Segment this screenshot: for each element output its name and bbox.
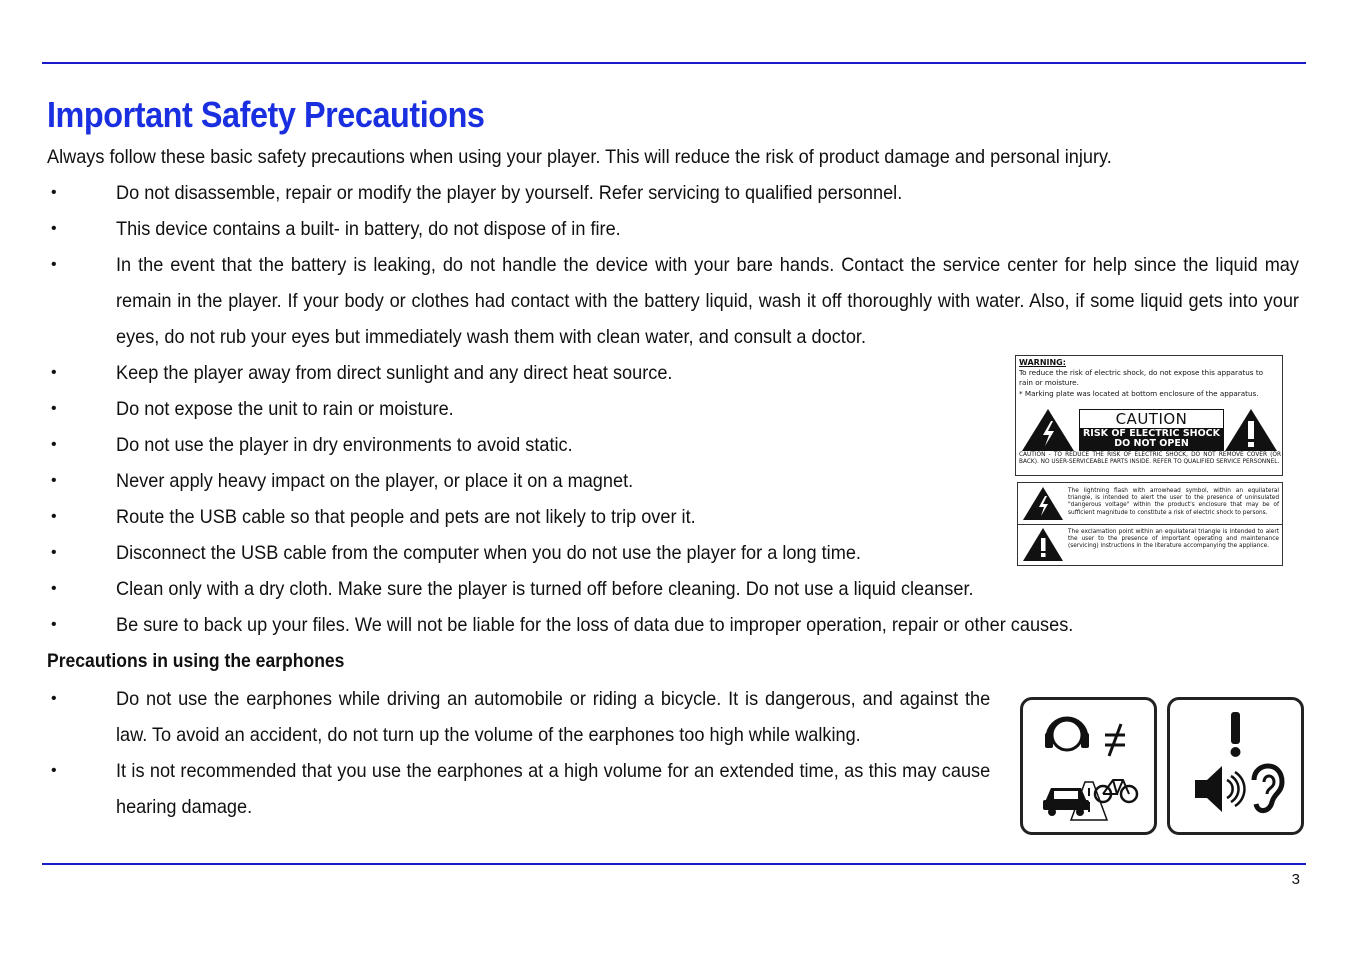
intro-text: Always follow these basic safety precautions when using your player. This will reduce the risk of product damage and personal injury. bbox=[47, 146, 1112, 168]
list-item: • Keep the player away from direct sunlight and any direct heat source. bbox=[47, 355, 1307, 391]
list-item: • Never apply heavy impact on the player, or place it on a magnet. bbox=[47, 463, 1307, 499]
lightning-description: The lightning flash with arrowhead symbol, within an equilateral triangle, is intended to alert the user to the presence of uninsulated "dangerous voltage" within the product's enclosure that may be of sufficient magnitude to constitute a risk of electric shock to persons. bbox=[1068, 488, 1279, 516]
warning-note: * Marking plate was located at bottom enclosure of the apparatus. bbox=[1019, 389, 1259, 398]
list-item: • Do not disassemble, repair or modify the player by yourself. Refer servicing to qualified personnel. bbox=[47, 175, 1307, 211]
warning-text: To reduce the risk of electric shock, do not expose this apparatus to rain or moisture. bbox=[1019, 368, 1264, 387]
list-item: • Do not use the earphones while driving an automobile or riding a bicycle. It is dangerous, and against the law. To avoid an accident, do not turn up the volume of the earphones too high while walking. bbox=[47, 681, 992, 753]
exclamation-description: The exclamation point within an equilateral triangle is intended to alert the user to the presence of important operating and maintenance (servicing) instructions in the literature accompanying the appliance. bbox=[1068, 529, 1279, 550]
bullet-icon: • bbox=[51, 436, 57, 453]
list-item: • Clean only with a dry cloth. Make sure the player is turned off before cleaning. Do not use a liquid cleanser. bbox=[47, 571, 1307, 607]
lightning-triangle-icon bbox=[1022, 486, 1064, 521]
bullet-icon: • bbox=[51, 544, 57, 561]
page-title: Important Safety Precautions bbox=[47, 94, 485, 135]
earphone-precautions-list bbox=[47, 681, 992, 825]
list-item: • Be sure to back up your files. We will not be liable for the loss of data due to improper operation, repair or other causes. bbox=[47, 607, 1307, 643]
caution-subtitle: RISK OF ELECTRIC SHOCK DO NOT OPEN bbox=[1080, 428, 1223, 450]
warning-heading: WARNING: bbox=[1019, 358, 1066, 367]
list-item: • Do not use the player in dry environments to avoid static. bbox=[47, 427, 1307, 463]
page-number: 3 bbox=[1291, 871, 1300, 888]
caution-box bbox=[1079, 409, 1224, 451]
list-item: • Disconnect the USB cable from the computer when you do not use the player for a long time. bbox=[47, 535, 1307, 571]
list-item: • Route the USB cable so that people and pets are not likely to trip over it. bbox=[47, 499, 1307, 535]
bottom-rule bbox=[42, 863, 1306, 865]
bullet-icon: • bbox=[51, 400, 57, 417]
earphones-heading: Precautions in using the earphones bbox=[47, 650, 345, 672]
bullet-icon: • bbox=[51, 690, 57, 707]
high-volume-hearing-damage-icon bbox=[1167, 697, 1304, 835]
caution-title: CAUTION bbox=[1115, 410, 1188, 428]
list-item: • It is not recommended that you use the earphones at a high volume for an extended time, as this may cause hearing damage. bbox=[47, 753, 992, 825]
top-rule bbox=[42, 62, 1306, 64]
bullet-icon: • bbox=[51, 364, 57, 381]
list-item: • This device contains a built- in battery, do not dispose of in fire. bbox=[47, 211, 1307, 247]
bullet-icon: • bbox=[51, 580, 57, 597]
bullet-icon: • bbox=[51, 184, 57, 201]
exclamation-triangle-icon bbox=[1022, 527, 1064, 562]
bullet-icon: • bbox=[51, 762, 57, 779]
bullet-icon: • bbox=[51, 256, 57, 273]
exclamation-warning-icon bbox=[1224, 408, 1278, 452]
bullet-icon: • bbox=[51, 508, 57, 525]
list-item: • Do not expose the unit to rain or moisture. bbox=[47, 391, 1307, 427]
electric-shock-warning-icon bbox=[1021, 408, 1075, 452]
list-item: • In the event that the battery is leaking, do not handle the device with your bare hands. Contact the service center for help since the liquid may remain in the player. If your body or clothes had contact with the battery liquid, wash it off thoroughly with water. Also, if some liquid gets into your eyes, do not rub your eyes but immediately wash them with clean water, and consult a doctor. bbox=[47, 247, 1307, 355]
symbol-legend bbox=[1017, 482, 1283, 566]
bullet-icon: • bbox=[51, 472, 57, 489]
no-earphones-while-driving-icon bbox=[1020, 697, 1157, 835]
bullet-icon: • bbox=[51, 616, 57, 633]
bullet-icon: • bbox=[51, 220, 57, 237]
warning-label bbox=[1015, 355, 1283, 476]
caution-note: CAUTION - TO REDUCE THE RISK OF ELECTRIC SHOCK, DO NOT REMOVE COVER (OR BACK). NO USER-SERVICEABLE PARTS INSIDE. REFER TO QUALIFIED SERVICE PERSONNEL. bbox=[1019, 452, 1281, 465]
